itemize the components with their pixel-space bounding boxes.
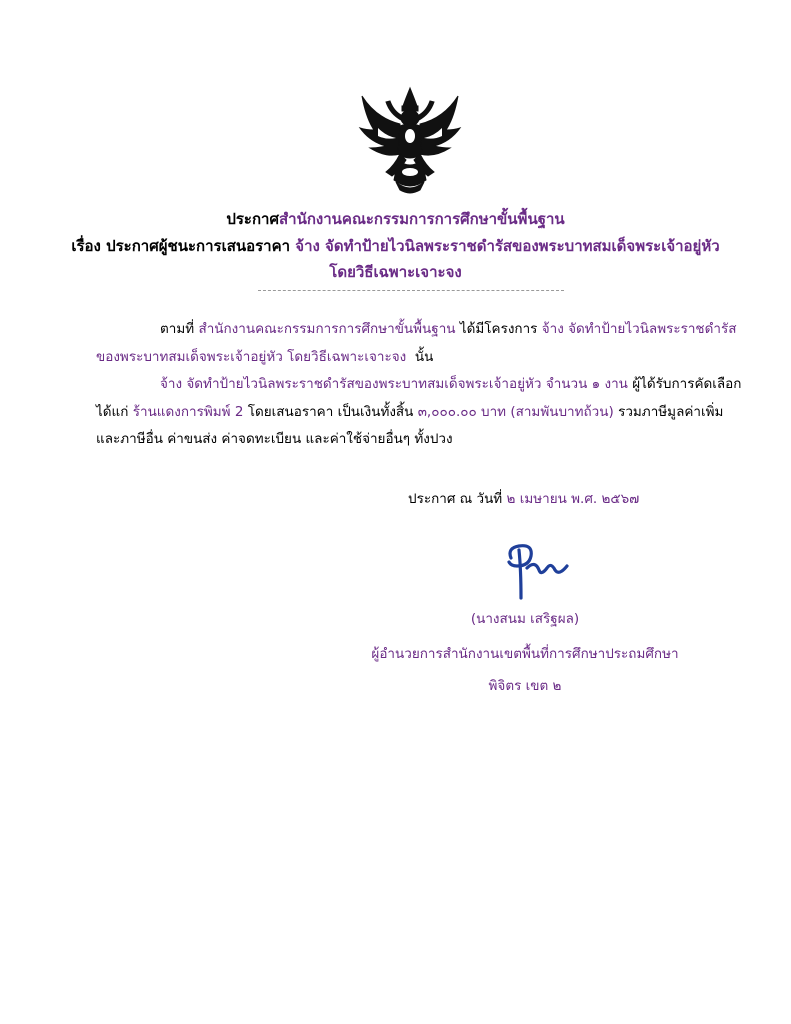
text-span: เป็นเงินทั้งสิ้น <box>337 404 414 420</box>
paragraph-1-line-2 <box>96 348 433 366</box>
signer-district: พิจิตร เขต ๒ <box>488 678 562 694</box>
announcement-date <box>408 490 639 508</box>
issuing-organization: สำนักงานคณะกรรมการการศึกษาขั้นพื้นฐาน <box>279 210 565 228</box>
signer-position: ผู้อำนวยการสำนักงานเขตพื้นที่การศึกษาประถมศึกษา <box>371 646 679 662</box>
organization-name: สำนักงานคณะกรรมการการศึกษาขั้นพื้นฐาน <box>198 321 456 337</box>
text-span: โดยเสนอราคา <box>247 404 334 420</box>
garuda-emblem-icon <box>356 84 464 196</box>
winning-vendor: ร้านแดงการพิมพ์ 2 <box>132 404 244 420</box>
signer-name: (นางสนม เสริฐผล) <box>470 611 580 627</box>
title-divider <box>258 290 564 291</box>
handwritten-signature <box>497 540 577 604</box>
winning-amount: ๓,๐๐๐.๐๐ บาท (สามพันบาทถ้วน) <box>417 404 614 420</box>
text-span: นั้น <box>414 349 434 365</box>
text-span: ได้แก่ <box>96 404 129 420</box>
project-name-continued: ของพระบาทสมเด็จพระเจ้าอยู่หัว โดยวิธีเฉพาะเจาะจง <box>96 349 407 365</box>
announcement-title <box>0 209 791 229</box>
subject-prefix: เรื่อง ประกาศผู้ชนะการเสนอราคา <box>71 237 291 255</box>
paragraph-2-line-1 <box>160 375 741 393</box>
project-name: จ้าง จัดทำป้ายไวนิลพระราชดำรัส <box>541 321 737 337</box>
title-prefix: ประกาศ <box>226 210 279 228</box>
paragraph-2-line-3: และภาษีอื่น ค่าขนส่ง ค่าจดทะเบียน และค่าใช้จ่ายอื่นๆ ทั้งปวง <box>96 431 453 447</box>
paragraph-1-line-1 <box>160 320 736 338</box>
subject-method: โดยวิธีเฉพาะเจาะจง <box>329 263 462 281</box>
text-span: ผู้ได้รับการคัดเลือก <box>632 376 742 392</box>
paragraph-2-line-2 <box>96 403 723 421</box>
text-span: ตามที่ <box>160 321 195 337</box>
text-span: ได้มีโครงการ <box>459 321 538 337</box>
project-name: จ้าง จัดทำป้ายไวนิลพระราชดำรัสของพระบาทสมเด็จพระเจ้าอยู่หัว <box>160 376 542 392</box>
quantity: จำนวน ๑ งาน <box>545 376 628 392</box>
announcement-subject <box>0 236 791 256</box>
subject-project: จ้าง จัดทำป้ายไวนิลพระราชดำรัสของพระบาทสมเด็จพระเจ้าอยู่หัว <box>295 237 720 255</box>
date-prefix: ประกาศ ณ วันที่ <box>408 491 503 507</box>
text-span: รวมภาษีมูลค่าเพิ่ม <box>618 404 724 420</box>
date-value: ๒ เมษายน พ.ศ. ๒๕๖๗ <box>506 491 640 507</box>
